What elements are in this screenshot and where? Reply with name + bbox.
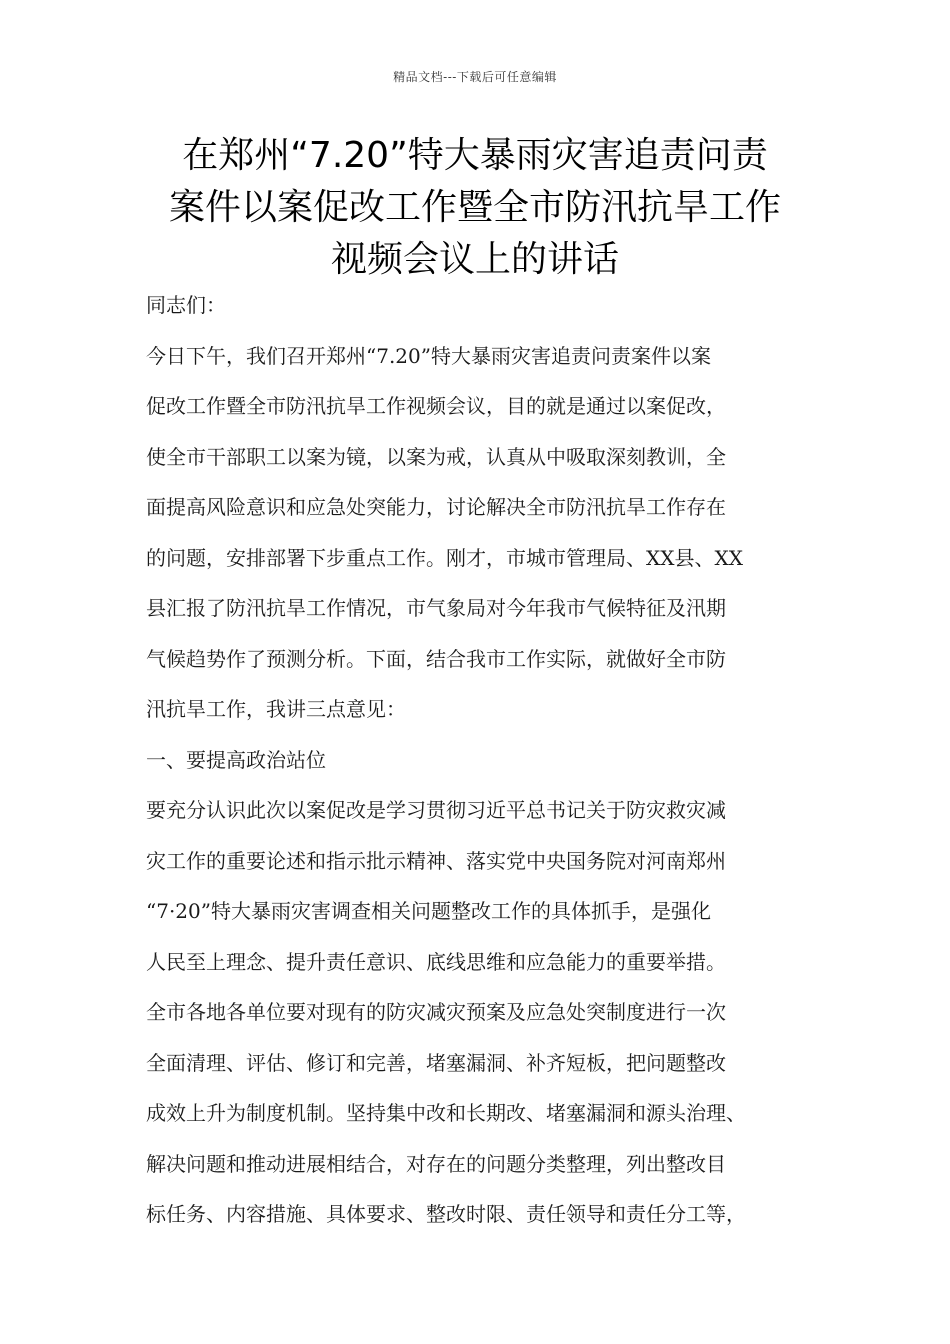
body-line: 今日下午，我们召开郑州“7.20”特大暴雨灾害追责问责案件以案: [146, 343, 711, 368]
body-line: 全面清理、评估、修订和完善，堵塞漏洞、补齐短板，把问题整改: [146, 1050, 726, 1075]
body-line: 县汇报了防汛抗旱工作情况，市气象局对今年我市气候特征及汛期: [146, 596, 726, 620]
section-heading: 一、要提高政治站位: [146, 747, 326, 772]
salutation: 同志们：: [146, 293, 226, 317]
body-line: 使全市干部职工以案为镜，以案为戒，认真从中吸取深刻教训，全: [146, 444, 726, 469]
title-line: 视频会议上的讲话: [330, 239, 619, 280]
body-line: 汛抗旱工作，我讲三点意见：: [146, 697, 406, 721]
body-line: 成效上升为制度机制。坚持集中改和长期改、堵塞漏洞和源头治理、: [146, 1101, 746, 1125]
header-note: 精品文档---下载后可任意编辑: [393, 70, 557, 84]
body-line: 促改工作暨全市防汛抗旱工作视频会议，目的就是通过以案促改，: [146, 394, 726, 418]
title-line: 在郑州“7.20”特大暴雨灾害追责问责: [182, 135, 768, 176]
body-line: 标任务、内容措施、具体要求、整改时限、责任领导和责任分工等，: [146, 1202, 746, 1226]
body-line: 灾工作的重要论述和指示批示精神、落实党中央国务院对河南郑州: [146, 848, 726, 873]
document-body: [146, 280, 826, 1240]
body-line: 全市各地各单位要对现有的防灾减灾预案及应急处突制度进行一次: [146, 1000, 726, 1024]
body-line: 气候趋势作了预测分析。下面，结合我市工作实际，就做好全市防: [146, 646, 726, 671]
body-line: 人民至上理念、提升责任意识、底线思维和应急能力的重要举措。: [146, 949, 726, 974]
body-line: 的问题，安排部署下步重点工作。刚才，市城市管理局、XX县、XX: [146, 545, 743, 570]
document-title: [120, 130, 830, 286]
body-line: 解决问题和推动进展相结合，对存在的问题分类整理，列出整改目: [146, 1151, 726, 1176]
body-line: 要充分认识此次以案促改是学习贯彻习近平总书记关于防灾救灾减: [146, 798, 726, 822]
title-line: 案件以案促改工作暨全市防汛抗旱工作: [168, 187, 781, 228]
body-line: “7·20”特大暴雨灾害调查相关问题整改工作的具体抓手，是强化: [146, 899, 711, 923]
body-line: 面提高风险意识和应急处突能力，讨论解决全市防汛抗旱工作存在: [146, 495, 726, 519]
